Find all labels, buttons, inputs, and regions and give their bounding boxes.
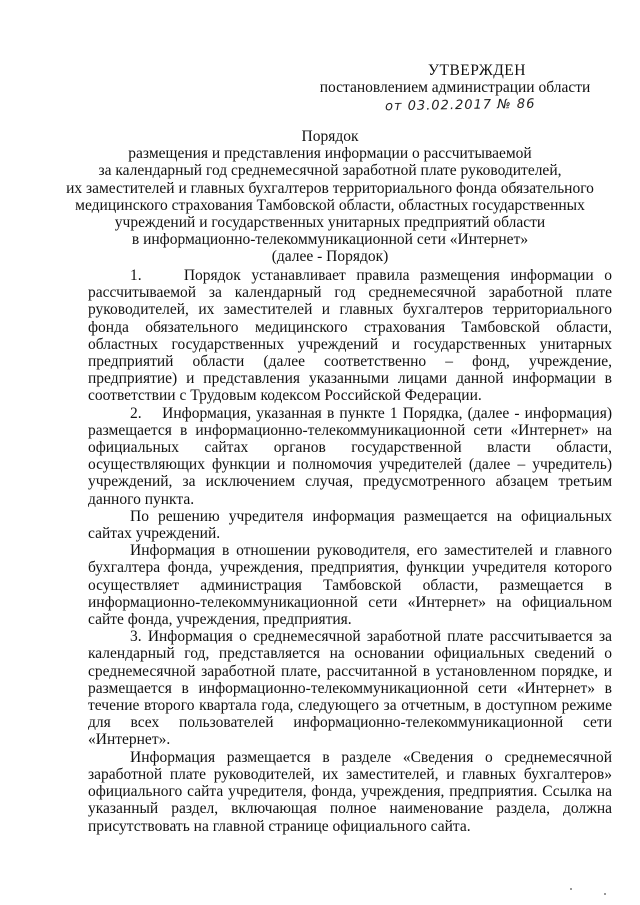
handwritten-date-number: от 03.02.2017 № 86 bbox=[384, 96, 536, 115]
scan-speck bbox=[604, 893, 606, 895]
title-line-3: за календарный год среднемесячной заработной плате руководителей, bbox=[98, 162, 562, 180]
document-body bbox=[88, 267, 612, 835]
title-line-2: размещения и представления информации о рассчитываемой bbox=[128, 145, 532, 163]
paragraph-5: 3. Информация о среднемесячной заработной плате рассчитывается за календарный год, представляется на основании официальных сведений о среднемесячной заработной плате, рассчитанной в установленном порядке, и размещается в информационно-телекоммуникационной сети «Интернет» в течение второго квартала года, следующего за отчетным, в доступном режиме для всех пользователей информационно-телекоммуникационной сети «Интернет». bbox=[88, 628, 612, 749]
paragraph-1: 1. Порядок устанавливает правила размещения информации о рассчитываемой за календарный год среднемесячной заработной плате руководителей, их заместителей и главных бухгалтеров территориального фонда обязательного медицинского страхования Тамбовской области, областных государственных учреждений и государственных унитарных предприятий области (далее соответственно – фонд, учреждение, предприятие) и представления указанными лицами данной информации в соответствии с Трудовым кодексом Российской Федерации. bbox=[88, 267, 612, 405]
title-line-8: (далее - Порядок) bbox=[271, 248, 389, 266]
title-line-6: учреждений и государственных унитарных предприятий области bbox=[114, 214, 546, 232]
approval-stamp bbox=[300, 62, 610, 114]
title-line-7: в информационно-телекоммуникационной сети «Интернет» bbox=[131, 231, 529, 249]
title-line-1: Порядок bbox=[301, 128, 359, 145]
paragraph-6: Информация размещается в разделе «Сведения о среднемесячной заработной плате руководителей, их заместителей, и главных бухгалтеров» официального сайта учредителя, фонда, учреждения, предприятия. Ссылка на указанный раздел, включающая полное наименование раздела, должна присутствовать на главной странице официального сайта. bbox=[88, 748, 612, 835]
title-line-5: медицинского страхования Тамбовской области, областных государственных bbox=[75, 196, 585, 214]
document-title bbox=[60, 128, 600, 266]
paragraph-2: 2. Информация, указанная в пункте 1 Порядка, (далее - информация) размещается в информационно-телекоммуникационной сети «Интернет» на официальных сайтах органов государственной власти области, осуществляющих функции и полномочия учредителей (далее – учредитель) учреждений, за исключением случая, предусмотренного абзацем третьим данного пункта. bbox=[88, 404, 612, 508]
scan-speck bbox=[570, 888, 572, 890]
paragraph-3: По решению учредителя информация размещается на официальных сайтах учреждений. bbox=[88, 507, 612, 543]
approved-by-line: постановлением администрации области bbox=[319, 79, 591, 96]
title-line-4: их заместителей и главных бухгалтеров территориального фонда обязательного bbox=[66, 179, 594, 197]
approved-heading: УТВЕРЖДЕН bbox=[428, 62, 526, 79]
paragraph-4: Информация в отношении руководителя, его заместителей и главного бухгалтера фонда, учреждения, предприятия, функции учредителя которого осуществляет администрация Тамбовской области, размещается в информационно-телекоммуникационной сети «Интернет» на официальном сайте фонда, учреждения, предприятия. bbox=[88, 542, 612, 629]
